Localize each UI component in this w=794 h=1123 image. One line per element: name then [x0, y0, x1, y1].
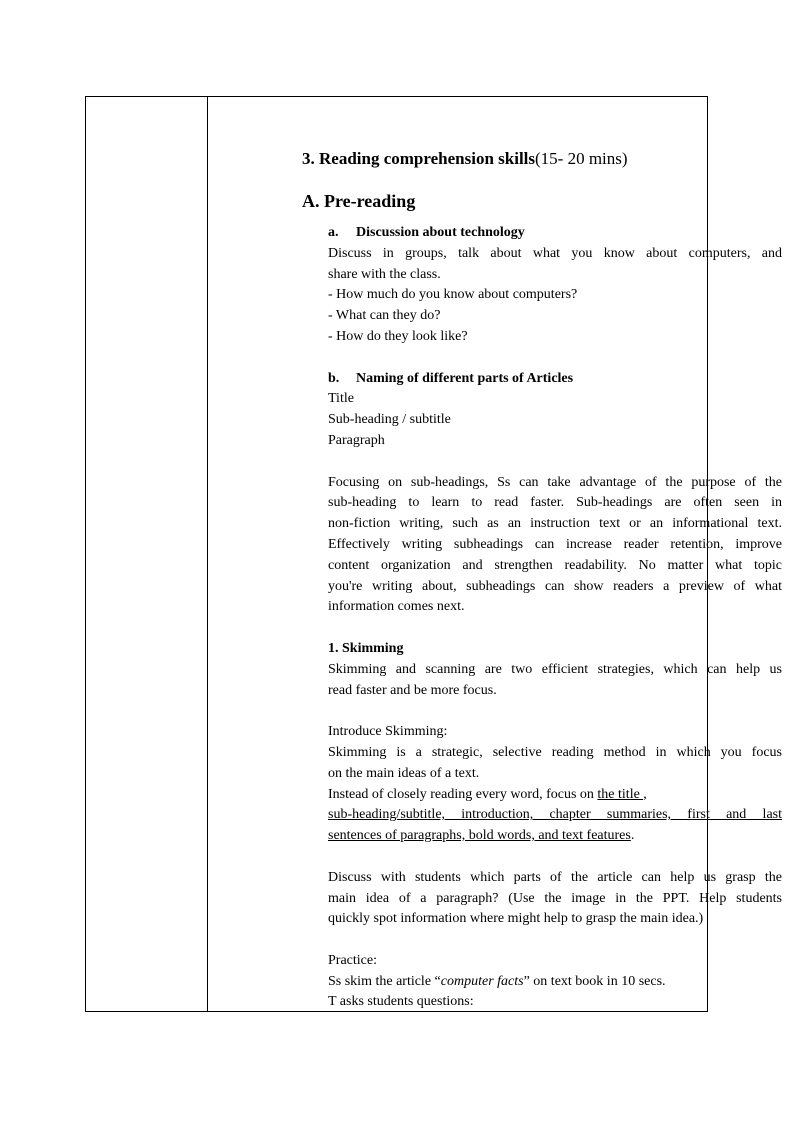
focusing-line-6: you're writing about, subheadings can show readers a preview of what: [328, 578, 782, 594]
skimming-definition-2: on the main ideas of a text.: [328, 765, 480, 781]
skimming-definition-1: Skimming is a strategic, selective reading method in which you focus: [328, 744, 782, 760]
practice-label: Practice:: [328, 952, 377, 968]
focusing-line-4: Effectively writing subheadings can increase reader retention, improve: [328, 536, 782, 552]
question-3: - How do they look like?: [328, 328, 468, 344]
focusing-line-1: Focusing on sub-headings, Ss can take advantage of the purpose of the: [328, 474, 782, 490]
practice-article-name: computer facts: [440, 973, 524, 989]
article-part-subheading: Sub-heading / subtitle: [328, 412, 451, 428]
instead-prefix: Instead of closely reading every word, focus on: [328, 786, 598, 802]
introduce-skimming-label: Introduce Skimming:: [328, 724, 448, 740]
discuss-line-1: Discuss with students which parts of the article can help us grasp the: [328, 869, 782, 885]
underlined-line-2: [328, 805, 782, 826]
underlined-features-1: sub-heading/subtitle, introduction, chapter summaries, first and last: [328, 807, 782, 823]
part-b-title: Naming of different parts of Articles: [356, 370, 574, 386]
question-1: - How much do you know about computers?: [328, 287, 578, 303]
underlined-line-3: [328, 826, 782, 847]
article-part-paragraph: Paragraph: [328, 432, 385, 448]
part-a-line-2: share with the class.: [328, 266, 441, 282]
focusing-line-3: non-fiction writing, such as an instruction text or an informational text.: [328, 516, 782, 532]
part-b-heading: [328, 369, 782, 390]
section-heading: [302, 149, 628, 169]
discuss-line-3: quickly spot information where might help to grasp the main idea.): [328, 911, 704, 927]
practice-prefix: Ss skim the article “: [328, 973, 441, 989]
pre-reading-heading: A. Pre-reading: [302, 191, 416, 211]
focusing-line-7: information comes next.: [328, 599, 465, 615]
focusing-line-5: content organization and strengthen readability. No matter what topic: [328, 557, 782, 573]
discuss-line-2: main idea of a paragraph? (Use the image in the PPT. Help students: [328, 890, 782, 906]
practice-line: [328, 972, 782, 993]
part-a-line-1: Discuss in groups, talk about what you know about computers, and: [328, 245, 782, 261]
section-time: (15- 20 mins): [535, 149, 628, 168]
teacher-questions-line: T asks students questions:: [328, 994, 474, 1010]
part-a-heading: [328, 223, 782, 244]
column-divider: [207, 97, 208, 1011]
question-2: - What can they do?: [328, 308, 441, 324]
section-title: 3. Reading comprehension skills: [302, 149, 536, 168]
part-a-label: a.: [328, 225, 339, 240]
underlined-end: .: [630, 828, 635, 844]
article-part-title: Title: [328, 391, 354, 407]
focusing-line-2: sub-heading to learn to read faster. Sub-headings are often seen in: [328, 495, 782, 511]
pre-reading-body: [328, 223, 782, 1013]
skimming-line-2: read faster and be more focus.: [328, 682, 497, 698]
instead-line: [328, 785, 782, 806]
instead-underlined: the title ,: [597, 786, 647, 802]
part-a-title: Discussion about technology: [356, 225, 525, 240]
lesson-plan-table: [85, 96, 782, 1012]
skimming-heading: 1. Skimming: [328, 640, 404, 656]
skimming-line-1: Skimming and scanning are two efficient strategies, which can help us: [328, 661, 782, 677]
part-b-label: b.: [328, 370, 340, 386]
underlined-features-2: sentences of paragraphs, bold words, and text features: [328, 828, 631, 844]
practice-suffix: ” on text book in 10 secs.: [523, 973, 666, 989]
